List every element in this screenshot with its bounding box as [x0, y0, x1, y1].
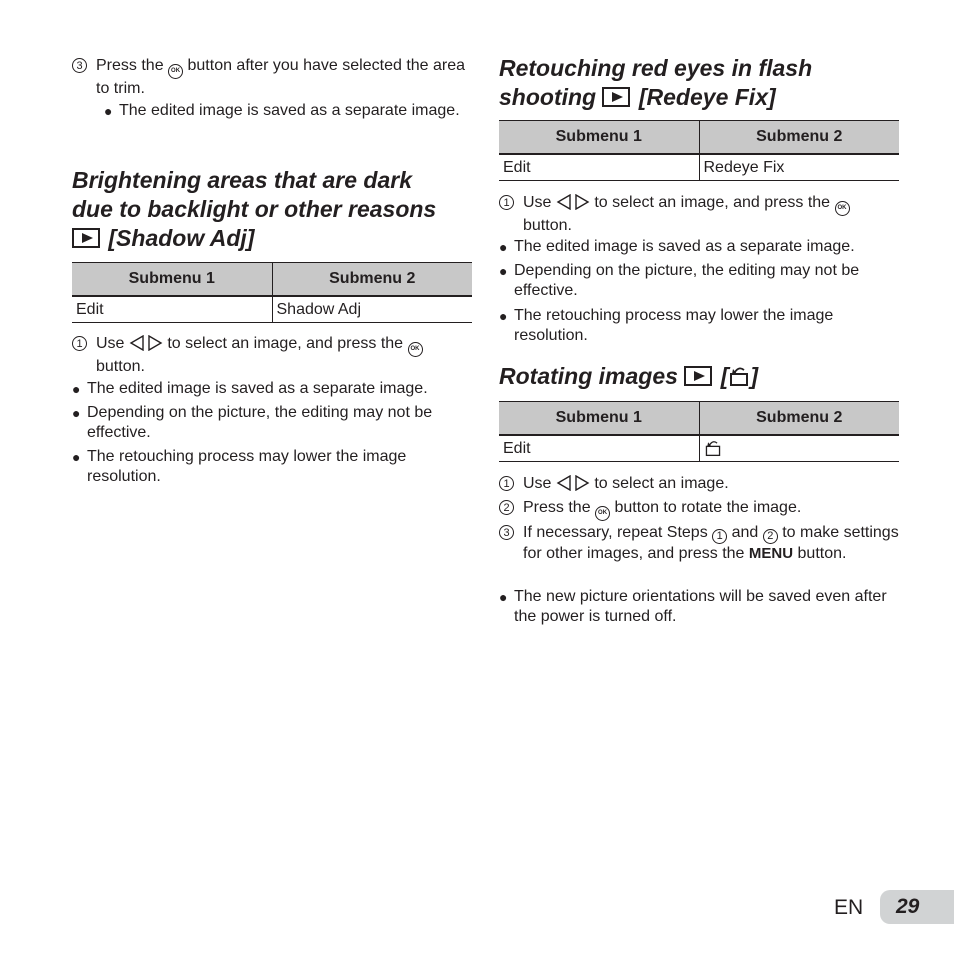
trim-step-3: 3 Press the OK button after you have selected the area to trim. — [72, 56, 472, 99]
table-header-submenu-2: Submenu 2 — [699, 121, 899, 155]
table-cell: Edit — [499, 435, 699, 462]
step-ref-2: 2 — [763, 529, 778, 544]
rotate-bullet: ● The new picture orientations will be saved even after the power is turned off. — [499, 588, 887, 625]
table-header-submenu-1: Submenu 1 — [499, 402, 699, 436]
rotate-table — [499, 401, 899, 462]
step-number: 2 — [499, 500, 514, 515]
table-cell: Redeye Fix — [699, 154, 899, 181]
shadow-adj-heading: Brightening areas that are dark due to backlight or other reasons [Shadow Adj] — [72, 167, 437, 251]
shadow-step-1: 1 Use to select an image, and press the OK button. — [72, 334, 472, 377]
step-number: 1 — [499, 195, 514, 210]
redeye-bullet: ● The retouching process may lower the image resolution. — [499, 307, 834, 344]
page-number: 29 — [880, 890, 954, 924]
rotate-step-1: 1 Use to select an image. — [499, 474, 899, 494]
table-cell — [699, 435, 899, 462]
table-cell: Shadow Adj — [272, 296, 472, 323]
shadow-adj-table — [72, 262, 472, 323]
menu-button-label: MENU — [748, 545, 794, 562]
language-label: EN — [834, 896, 864, 919]
table-cell: Edit — [499, 154, 699, 181]
redeye-fix-table — [499, 120, 899, 181]
rotating-images-heading: Rotating images [ ] — [499, 363, 759, 389]
redeye-step-1: 1 Use to select an image, and press the OK button. — [499, 193, 899, 236]
rotate-icon — [728, 365, 750, 387]
redeye-bullet: ● Depending on the picture, the editing may not be effective. — [499, 262, 860, 299]
page-footer — [834, 890, 954, 924]
ok-button-icon: OK — [408, 342, 423, 357]
table-header-submenu-1: Submenu 1 — [72, 263, 272, 297]
ok-button-icon: OK — [168, 64, 183, 79]
playback-icon — [684, 366, 712, 386]
rotate-step-3: 3 If necessary, repeat Steps 1 and 2 to make settings for other images, and press the MENU button. — [499, 523, 899, 564]
left-right-arrows-icon — [556, 194, 590, 210]
bullet-dot: ● — [104, 103, 113, 119]
left-right-arrows-icon — [556, 475, 590, 491]
redeye-fix-heading: Retouching red eyes in flash shooting [Redeye Fix] — [499, 55, 813, 110]
shadow-bullet: ● The edited image is saved as a separate image. — [72, 380, 428, 397]
table-cell: Edit — [72, 296, 272, 323]
table-header-submenu-2: Submenu 2 — [272, 263, 472, 297]
shadow-bullet: ● The retouching process may lower the image resolution. — [72, 448, 407, 485]
step-number: 1 — [72, 336, 87, 351]
rotate-step-2: 2 Press the OK button to rotate the image. — [499, 498, 899, 521]
trim-bullet: ● The edited image is saved as a separate image. — [104, 102, 460, 119]
step-number: 1 — [499, 476, 514, 491]
step-number: 3 — [72, 58, 87, 73]
shadow-bullet: ● Depending on the picture, the editing may not be effective. — [72, 404, 433, 441]
playback-icon — [602, 87, 630, 107]
rotate-icon — [704, 439, 722, 457]
left-right-arrows-icon — [129, 335, 163, 351]
table-header-submenu-1: Submenu 1 — [499, 121, 699, 155]
redeye-bullet: ● The edited image is saved as a separate image. — [499, 238, 855, 255]
ok-button-icon: OK — [835, 201, 850, 216]
ok-button-icon: OK — [595, 506, 610, 521]
step-number: 3 — [499, 525, 514, 540]
step-ref-1: 1 — [712, 529, 727, 544]
playback-icon — [72, 228, 100, 248]
table-header-submenu-2: Submenu 2 — [699, 402, 899, 436]
